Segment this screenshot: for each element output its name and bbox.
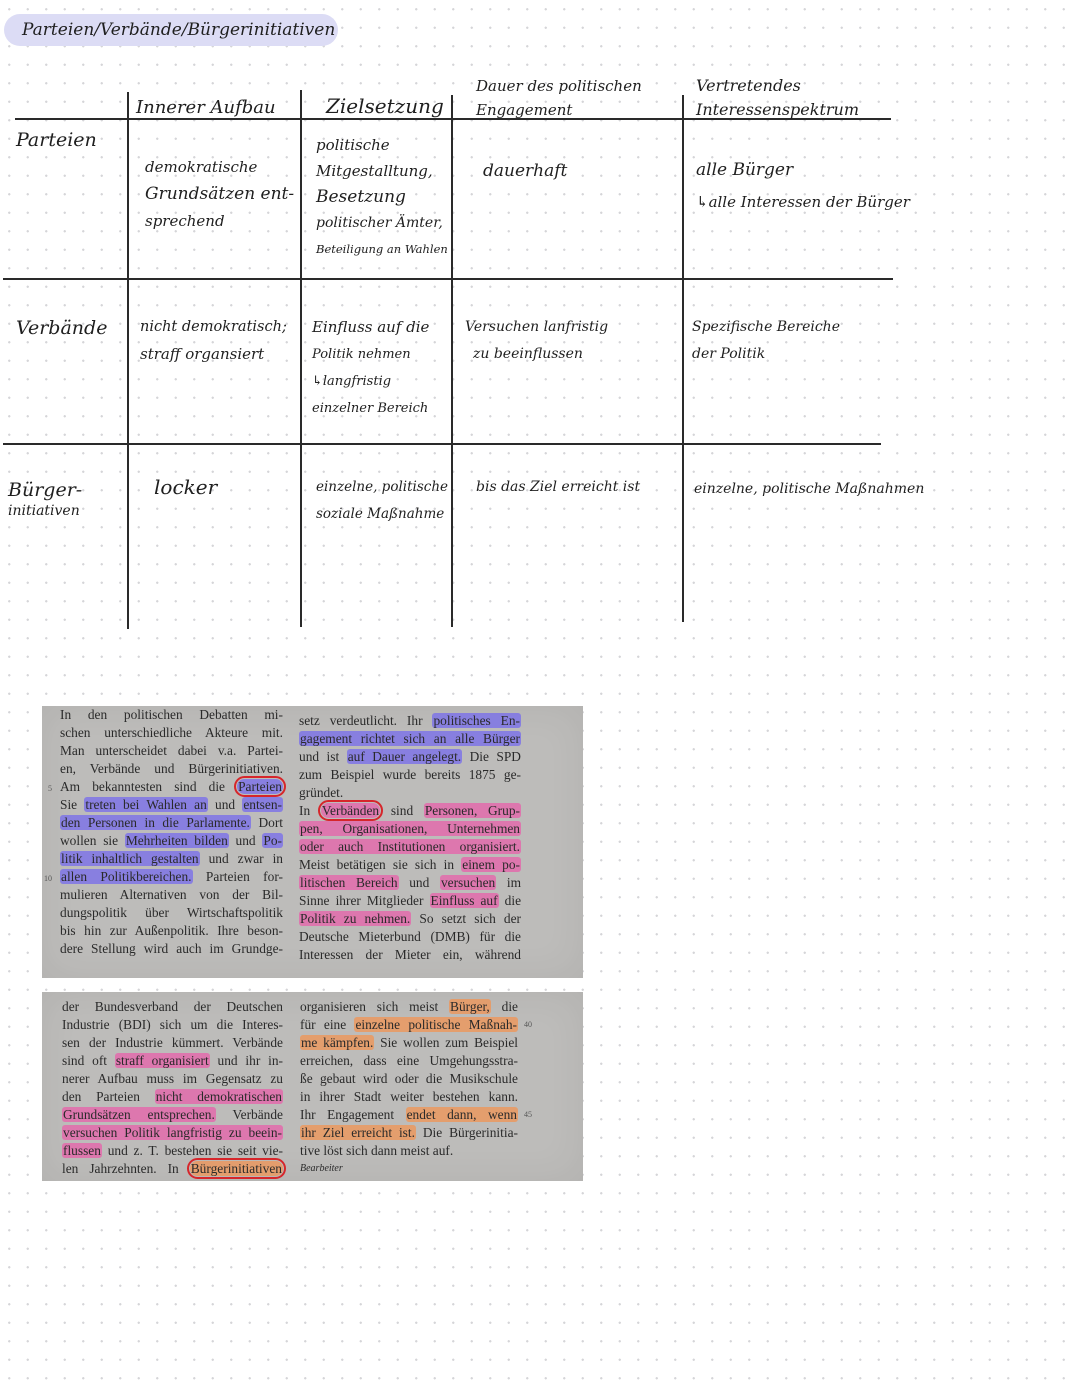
col-header-aufbau: Innerer Aufbau: [136, 97, 276, 118]
table-row-line-2: [3, 443, 881, 445]
table-row-line-1: [3, 278, 893, 280]
book-photo-bottom: [42, 992, 583, 1181]
cell-verbaende-aufbau: nicht demokratisch; straff organsiert: [140, 319, 287, 363]
col-header-ziel: Zielsetzung: [326, 94, 444, 118]
table-col-line-2: [300, 90, 302, 627]
cell-parteien-dauer: dauerhaft: [483, 161, 568, 181]
book-photo-top: [42, 706, 583, 978]
line-number-10: 10: [44, 874, 52, 883]
cell-buerger-ziel: einzelne, politische soziale Maßnahme: [316, 479, 449, 522]
row-label-parteien: Parteien: [16, 129, 97, 151]
cell-verbaende-interessen: Spezifische Bereiche der Politik: [692, 319, 840, 362]
col-header-interessen: Vertretendes Interessenspektrum: [696, 76, 860, 119]
book-text-right-top: setz verdeutlicht. Ihr politisches En- gagement richtet sich an alle Bürger und ist auf Dauer angelegt. Die SPD zum Beispiel wurde bereits 1875 ge- gründet. In Verbänden sind Personen, Grup- pen, Organisationen, Unternehmen oder auch Institutionen organisiert. Meist betätigen sie sich in einem po- litischen Bereich und versuchen im Sinne ihrer Mitglieder Einfluss auf die Politik zu nehmen. So setzt sich der Deutsche Mieterbund (DMB) für die Interessen der Mieter ein, während: [299, 713, 522, 962]
cell-parteien-ziel: politische Mitgestalltung, Besetzung politischer Ämter, Beteiligung an Wahlen: [316, 136, 448, 256]
line-number-40: 40: [524, 1020, 532, 1029]
table-col-line-1: [127, 92, 129, 629]
cell-verbaende-dauer: Versuchen lanfristig zu beeinflussen: [465, 319, 609, 362]
cell-parteien-interessen: alle Bürger ↳alle Interessen der Bürger: [696, 160, 910, 211]
table-col-line-4: [682, 95, 684, 622]
cell-buerger-dauer: bis das Ziel erreicht ist: [476, 479, 641, 495]
book-text-right-bottom: organisieren sich meist Bürger, die für eine einzelne politische Maßnah- me kämpfen. Sie wollen zum Beispiel erreichen, dass eine Umgehungsstra- ße gebaut wird oder die Musikschule in ihrer Stadt weiter bestehen kann. Ihr Engagement endet dann, wenn ihr Ziel erreicht ist. Die Bürgerinitia- tive löst sich dann meist auf. Bearbeiter: [300, 999, 518, 1174]
col-header-dauer: Dauer des politischen Engagement: [476, 77, 642, 119]
cell-parteien-aufbau: demokratische Grundsätzen ent- sprechend: [145, 158, 295, 230]
cell-verbaende-ziel: Einfluss auf die Politik nehmen ↳langfristig einzelner Bereich: [312, 318, 430, 416]
book-text-left-top: In den politischen Debatten mi- schen unterschiedliche Akteure mit. Man unterscheidet dabei v.a. Partei- en, Verbände und Bürgerinitiativen. Am bekanntesten sind die Parteien Sie treten bei Wahlen an und entsen- den Personen in die Parlamente. Dort wollen sie Mehrheiten bilden und Po- litik inhaltlich gestalten und zwar in allen Politikbereichen. Parteien for- mulieren Alternativen von der Bil- dungspolitik über Wirtschaftspolitik bis hin zur Außenpolitik. Ihre beson- dere Stellung wird auch im Grundge-: [60, 707, 284, 956]
cell-buerger-interessen: einzelne, politische Maßnahmen: [694, 481, 925, 497]
book-text-left-bottom: der Bundesverband der Deutschen Industrie (BDI) sich um die Interes- sen der Industrie kümmert. Verbände sind oft straff organisiert und ihr in- nerer Aufbau muss im Gegensatz zu den Parteien nicht demokratischen Grundsätzen entsprechen. Verbände versuchen Politik langfristig zu beein- flussen und z. T. bestehen sie seit vie- len Jahrzehnten. In Bürgerinitiativen: [62, 999, 283, 1176]
line-number-45: 45: [524, 1110, 532, 1119]
row-label-buergerinitiativen: Bürger- initiativen: [8, 479, 83, 519]
page-title: Parteien/Verbände/Bürgerinitiativen: [4, 14, 338, 46]
line-number-5: 5: [48, 784, 52, 793]
cell-buerger-aufbau: locker: [154, 475, 218, 499]
row-label-verbaende: Verbände: [16, 317, 108, 339]
